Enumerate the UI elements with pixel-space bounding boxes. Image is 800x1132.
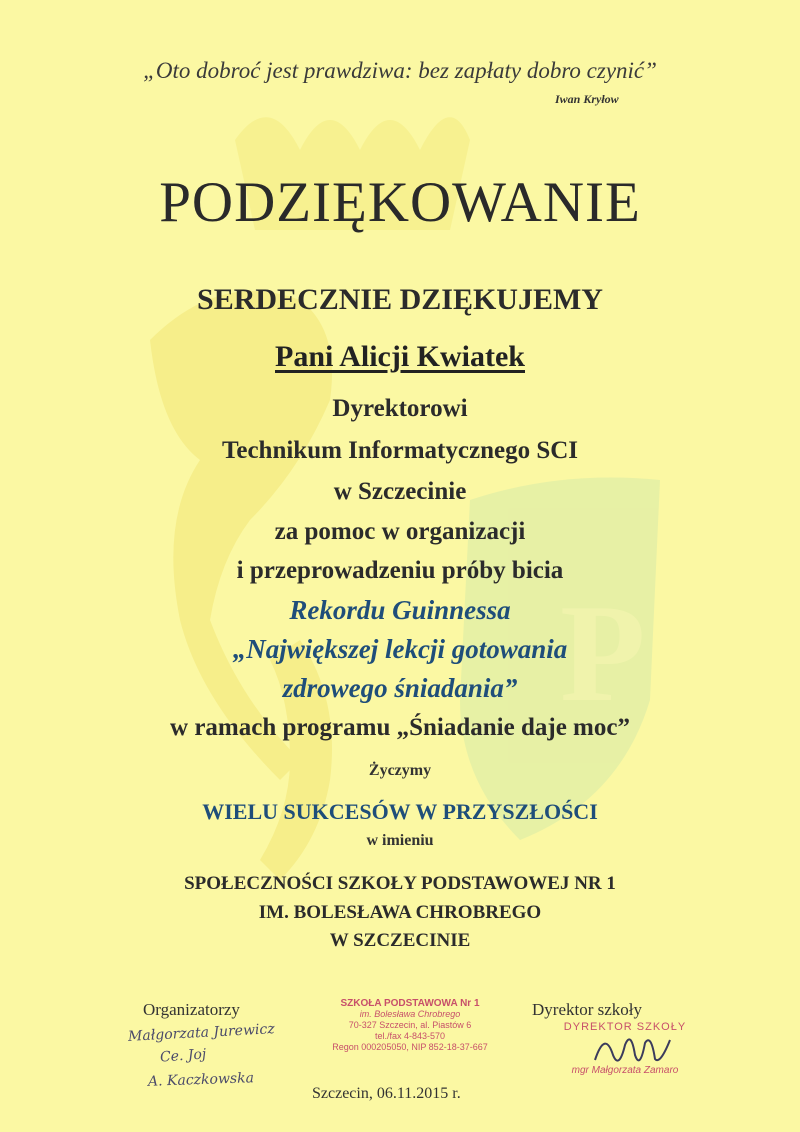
stamp-line: SZKOŁA PODSTAWOWA Nr 1 [340, 998, 480, 1009]
greeting-heading: SERDECZNIE DZIĘKUJEMY [197, 283, 603, 316]
certificate-title: PODZIĘKOWANIE [159, 171, 641, 234]
stamp-line: im. Bolesława Chrobrego [359, 1009, 461, 1019]
motto-quote: „Oto dobroć jest prawdziwa: bez zapłaty dobro czynić” [143, 58, 657, 83]
recipient-name: Pani Alicji Kwiatek [275, 340, 525, 373]
director-stamp-title: DYREKTOR SZKOŁY [563, 1021, 687, 1033]
program-line: w ramach programu „Śniadanie daje moc” [170, 714, 630, 741]
body-line: za pomoc w organizacji [274, 518, 526, 545]
motto-author: Iwan Kryłow [555, 92, 619, 106]
organizer-signature: Małgorzata Jurewicz [127, 1021, 276, 1045]
record-line: zdrowego śniadania” [282, 673, 518, 703]
record-line: „Największej lekcji gotowania [232, 634, 568, 664]
stamp-line: Regon 000205050, NIP 852-18-37-667 [332, 1042, 488, 1052]
on-behalf-text: w imieniu [366, 832, 434, 849]
organization-line: SPOŁECZNOŚCI SZKOŁY PODSTAWOWEJ NR 1 [184, 873, 616, 894]
body-line: i przeprowadzeniu próby bicia [236, 557, 564, 584]
wish-intro: Życzymy [368, 762, 432, 779]
director-stamp-name: mgr Małgorzata Zamaro [571, 1065, 679, 1076]
svg-text:P: P [560, 576, 646, 731]
body-line: w Szczecinie [333, 478, 467, 505]
organizer-signature: A. Kaczkowska [147, 1070, 255, 1090]
record-line: Rekordu Guinnessa [289, 595, 511, 625]
organizer-signature: Ce. Joj [159, 1046, 207, 1066]
organization-line: W SZCZECINIE [329, 930, 471, 951]
school-stamp [310, 998, 510, 1053]
wish-text: WIELU SUKCESÓW W PRZYSZŁOŚCI [202, 799, 598, 824]
body-line: Technikum Informatycznego SCI [221, 437, 579, 464]
organization-line: IM. BOLESŁAWA CHROBREGO [258, 902, 542, 923]
body-line: Dyrektorowi [332, 395, 468, 422]
director-label: Dyrektor szkoły [532, 1000, 643, 1019]
organizers-label: Organizatorzy [143, 1000, 240, 1019]
stamp-line: 70-327 Szczecin, al. Piastów 6 [348, 1020, 472, 1030]
stamp-line: tel./fax 4-843-570 [374, 1031, 446, 1041]
issue-date: Szczecin, 06.11.2015 r. [312, 1085, 461, 1102]
